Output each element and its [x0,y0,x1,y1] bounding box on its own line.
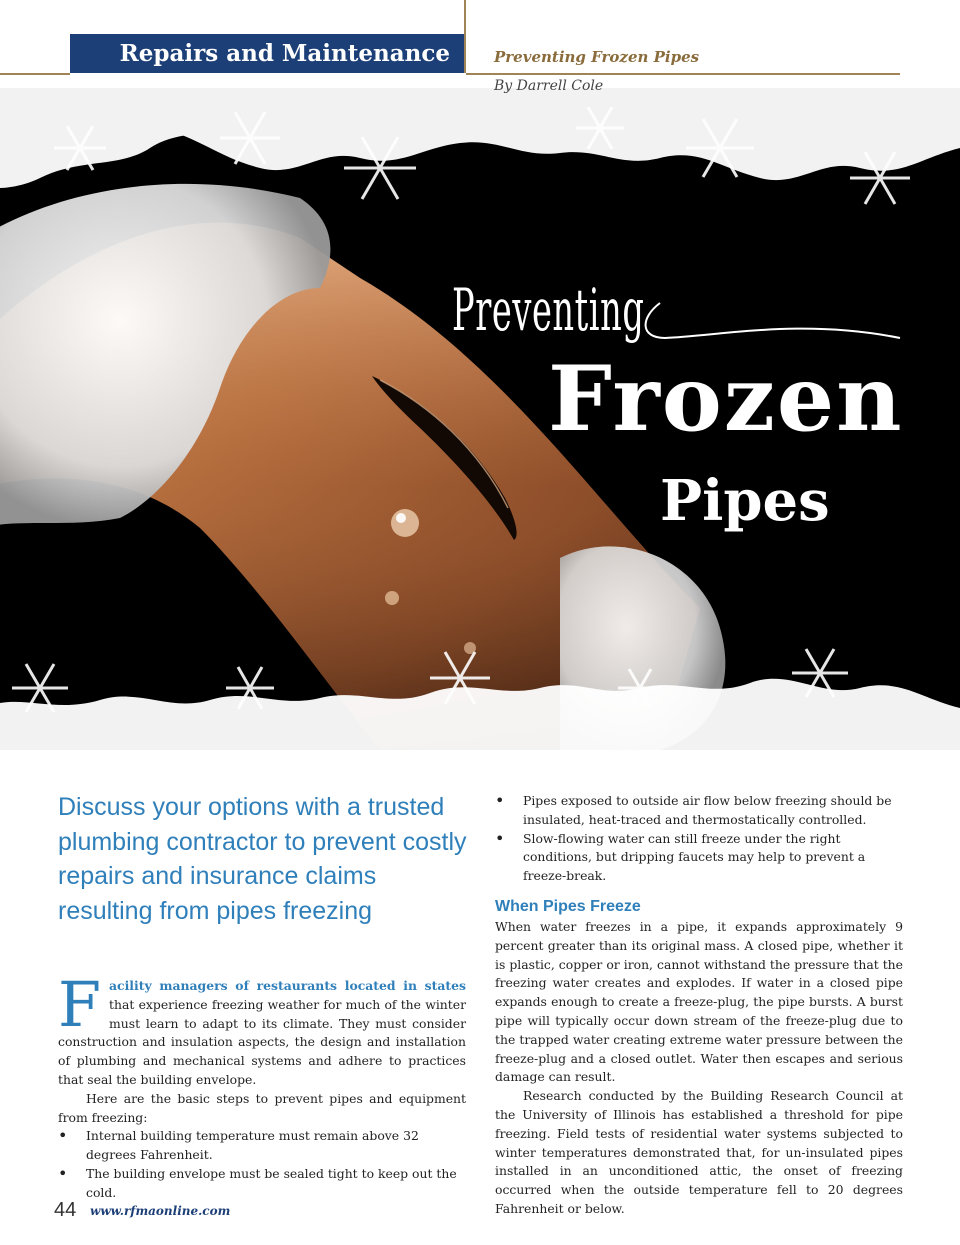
header-divider-vertical [464,0,466,73]
article-column-left [58,968,466,1203]
list-item: • Internal building temperature must remain above 32 degrees Fahrenheit. [58,1127,466,1165]
drop-cap: F [58,968,102,1041]
body-paragraph: When water freezes in a pipe, it expands approximately 9 percent greater than its original mass. A closed pipe, whether it is plastic, copper or iron, cannot withstand the pressure that the freezing water creates and explodes. If water in a closed pipe expands enough to create a freeze-plug, the pipe bursts. A burst pipe will typically occur down stream of the freeze-plug due to the trapped water creating extreme water pressure between the freeze-plug and a closed outlet. Water then escapes and serious damage can result. [495,918,903,1085]
title-pipes: Pipes [660,468,830,534]
article-running-title: Preventing Frozen Pipes [494,48,700,66]
pull-quote: Discuss your options with a trusted plumbing contractor to prevent costly repairs and insurance claims resulting from pipes freezing [58,793,467,925]
list-item: • Pipes exposed to outside air flow below freezing should be insulated, heat-traced and thermostatically controlled. [495,792,903,830]
article-column-right [495,792,903,1219]
steps-intro: Here are the basic steps to prevent pipes and equipment from freezing: [58,1090,466,1125]
intro-paragraph [58,968,466,1090]
title-preventing: Preventing [452,276,645,344]
header-rule [466,73,900,75]
hero-image [0,88,960,750]
subhead-when-pipes-freeze: When Pipes Freeze [495,897,641,915]
title-frozen: Frozen [548,346,904,452]
section-title: Repairs and Maintenance [119,40,450,67]
byline: By Darrell Cole [494,78,604,94]
footer-url: www.rfmaonline.com [90,1204,231,1218]
lead-in: acility managers of restaurants located in states [109,978,466,993]
section-header [70,34,464,73]
list-item: • Slow-flowing water can still freeze under the right conditions, but dripping faucets may help to prevent a freeze-break. [495,830,903,886]
header-rule [0,73,70,75]
intro-text: that experience freezing weather for much of the winter must learn to adapt to its climate. They must consider construction and insulation aspects, the design and installation of plumbing and mechanical systems and adhere to practices that seal the building envelope. [58,996,466,1087]
steps-list [58,1127,466,1202]
page-number: 44 [54,1199,77,1221]
frozen-pipe-illustration [0,88,960,750]
list-item: • The building envelope must be sealed tight to keep out the cold. [58,1165,466,1203]
body-paragraph: Research conducted by the Building Research Council at the University of Illinois has established a threshold for pipe freezing. Field tests of residential water systems subjected to winter temperatures demonstrated that, for un-insulated pipes installed in an unconditioned attic, the onset of freezing occurred when the outside temperature fell to 20 degrees Fahrenheit or below. [495,1088,903,1216]
steps-list-continued [495,792,903,886]
